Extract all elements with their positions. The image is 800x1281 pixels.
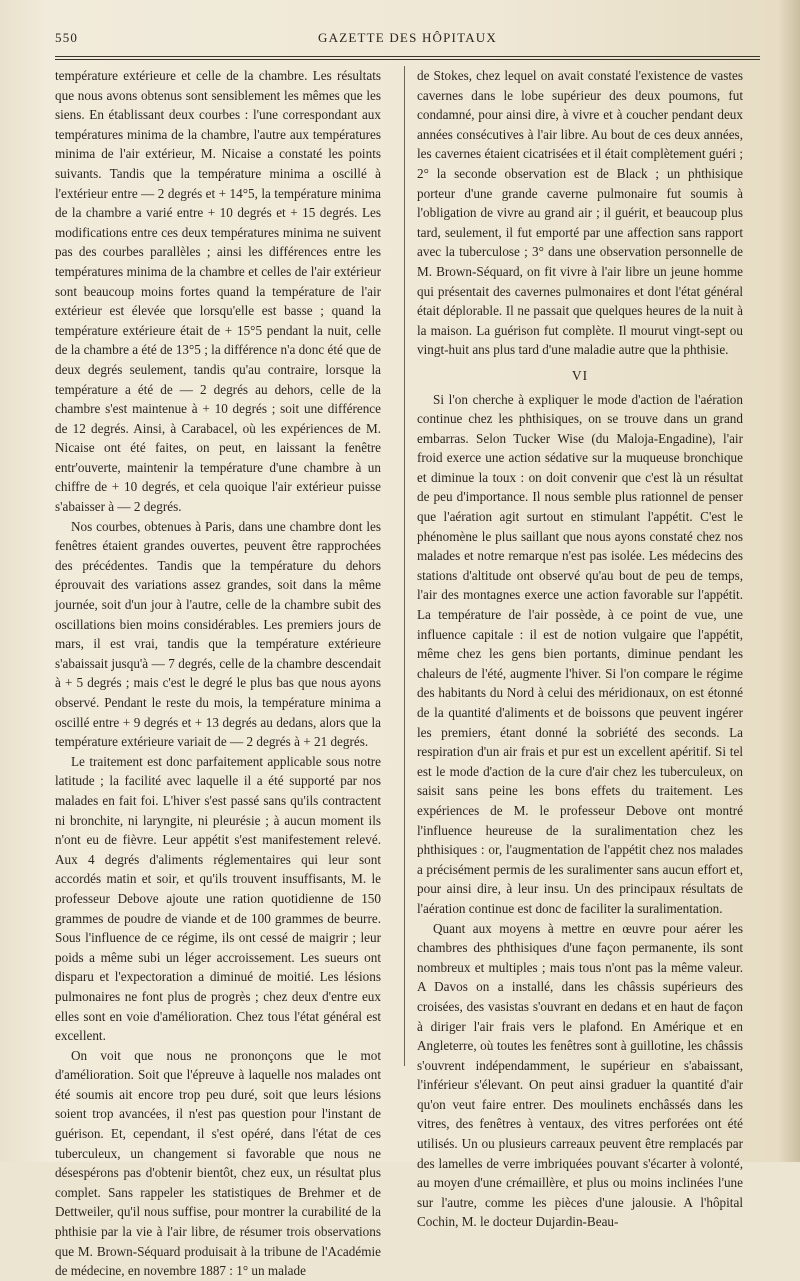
- column-divider: [404, 66, 405, 1066]
- running-title: GAZETTE DES HÔPITAUX: [318, 30, 497, 45]
- paragraph: Si l'on cherche à expliquer le mode d'action de l'aération continue chez les phthisiques, on se trouve dans un grand embarras. Selon Tucker Wise (du Maloja-Engadine), l'air froid exerce une action sédative sur la muqueuse bronchique et diminue la toux : on doit convenir que c'est là un résultat de peu d'importance. Il nous semble plus rationnel de penser que l'aération agit surtout en stimulant l'appétit. C'est le phénomène le plus saillant que nous ayons constaté chez nos malades et notre remarque n'est pas isolée. Les médecins des stations d'altitude ont observé qu'au bout de peu de temps, l'air des montagnes exerce une action favorable sur l'appétit. La température de l'air possède, à ce point de vue, une influence capitale : il est de notion vulgaire que l'appétit, même chez les gens bien portants, diminue pendant les chaleurs de l'été, augmente l'hiver. Si l'on compare le régime des habitants du Nord à celui des méridionaux, on est étonné de la quantité d'aliments et de boissons que peuvent ingérer les premiers, étant donné la sobriété des seconds. La respiration d'un air frais et pur est un excellent apéritif. Si tel est le mode d'action de la cure d'air chez les tuberculeux, on saisit sans peine les bons effets du traitement. Les expériences de M. le professeur Debove ont montré l'influence heureuse de la suralimentation chez les phthisiques : or, l'augmentation de l'appétit chez nos malades a précisément permis de les suralimenter sans aucun effort et, pour ainsi dire, à leur insu. Un des principaux résultats de l'aération continue est donc de faciliter la suralimentation.: [417, 391, 743, 916]
- paragraph: Le traitement est donc parfaitement applicable sous notre latitude ; la facilité avec laquelle il a été supporté par nos malades en fait foi. L'hiver s'est passé sans qu'ils contractent ni bronchite, ni laryngite, ni pleurésie ; à aucun moment ils n'ont eu de fièvre. Leur appétit s'est manifestement relevé. Aux 4 degrés d'aliments réglementaires qui leur sont accordés matin et soir, et qu'ils trouvent insuffisants, M. le professeur Debove ajoute une ration quotidienne de 150 grammes de poudre de viande et de 100 grammes de beurre. Sous l'influence de ce régime, ils ont cessé de maigrir ; leur poids a même subi un léger accroissement. Les sueurs ont disparu et l'expectoration a diminué de moitié. Les lésions pulmonaires ne font plus de progrès ; chez deux d'entre eux elles sont en voie d'amélioration. Chez tous l'état général est excellent.: [55, 753, 381, 1044]
- paragraph: On voit que nous ne prononçons que le mot d'amélioration. Soit que l'épreuve à laquelle nos malades ont été soumis ait encore trop peu duré, soit que leurs lésions soient trop avancées, il n'est pas question pour l'instant de guérison. Et, cependant, il s'est opéré, dans l'état de ces tuberculeux, un changement si favorable que nous ne désespérons pas d'obtenir bientôt, chez eux, un résultat plus complet. Sans rappeler les statistiques de Brehmer et de Dettweiler, qu'il nous suffise, pour montrer la curabilité de la phthisie par la vie à l'air libre, de résumer trois observations que M. Brown-Séquard produisait à la tribune de l'Académie de médecine, en novembre 1887 : 1° un malade: [55, 1047, 381, 1279]
- paragraph: Nos courbes, obtenues à Paris, dans une chambre dont les fenêtres étaient grandes ouvertes, peuvent être rapprochées des précédentes. Tandis que la température du dehors éprouvait des variations assez grandes, soit dans la même journée, soit d'un jour à l'autre, celle de la chambre subit des oscillations bien moins considérables. Les premiers jours de mars, il est vrai, tandis que la température extérieure s'abaissait jusqu'à — 7 degrés, celle de la chambre descendait à + 5 degrés ; mais c'est le degré le plus bas que nous ayons observé. Pendant le reste du mois, la température minima a oscillé entre + 9 degrés et + 13 degrés au dedans, alors que la température extérieure variait de — 2 degrés à + 21 degrés.: [55, 518, 381, 750]
- header-rule: [55, 56, 760, 57]
- header-rule-double: [55, 59, 760, 60]
- section-heading: VI: [571, 367, 589, 383]
- left-column: [55, 66, 381, 1281]
- paragraph: Quant aux moyens à mettre en œuvre pour aérer les chambres des phthisiques d'une façon permanente, ils sont nombreux et multiples ; mais tous n'ont pas la même valeur. A Davos on a installé, dans les châssis supérieurs des croisées, des vasistas s'ouvrant en dedans et en haut de façon à diriger l'air frais vers le plafond. En Amérique et en Angleterre, où toutes les fenêtres sont à guillotine, les châssis s'ouvrent indépendamment, le supérieur en s'abaissant, l'inférieur s'élevant. On peut ainsi graduer la quantité d'air qu'on veut faire entrer. Des moulinets enchâssés dans les vitres, des fenêtres à ventaux, des vitres perforées ont été utilisés. Un ou plusieurs carreaux peuvent être remplacés par des lamelles de verre imbriquées pouvant s'écarter à volonté, au moyen d'une crémaillère, et plus ou moins inclinées l'une sur l'autre, comme les pièces d'une jalousie. A l'hôpital Cochin, M. le docteur Dujardin-Beau-: [417, 920, 743, 1230]
- right-column: [417, 66, 743, 1232]
- paragraph: de Stokes, chez lequel on avait constaté l'existence de vastes cavernes dans le lobe supérieur des deux poumons, fut condamné, pour ainsi dire, à vivre et à coucher pendant deux années consécutives à l'air libre. Au bout de ces deux années, les cavernes étaient cicatrisées et il était complètement guéri ; 2° la seconde observation est de Black ; un phthisique porteur d'une grande caverne pulmonaire fut soumis à l'obligation de vivre au grand air ; il guérit, et beaucoup plus tard, seulement, il fut emporté par une affection sans rapport avec la tuberculose ; 3° dans une observation personnelle de M. Brown-Séquard, on fit vivre à l'air libre un jeune homme qui présentait des cavernes pulmonaires et dont l'état général était déplorable. Il ne passait que quelques heures de la nuit à la maison. La guérison fut complète. Il mourut vingt-sept ou vingt-huit ans plus tard d'une maladie autre que la phthisie.: [417, 68, 743, 358]
- page-number: 550: [55, 30, 79, 45]
- page-header: [55, 26, 760, 54]
- paragraph: température extérieure et celle de la chambre. Les résultats que nous avons obtenus sont sensiblement les mêmes que les siens. En établissant deux courbes : l'une correspondant aux températures minima de la chambre, l'autre aux températures minima de l'air extérieur, M. Nicaise a constaté les points suivants. Tandis que la température minima a oscillé à l'extérieur entre — 2 degrés et + 14°5, la température minima de la chambre a varié entre + 10 degrés et + 15 degrés. Les modifications entre ces deux températures minima ne suivent pas des courbes parallèles ; ainsi les différences entre les températures minima de la chambre et celles de l'air extérieur sont beaucoup moins fortes quand la température de l'air extérieur est élevée que lorsqu'elle est basse ; quand la température extérieure était de + 15°5 pendant la nuit, celle de la chambre a été de 13°5 ; la différence n'a donc été que de deux degrés seulement, tandis qu'au contraire, lorsque la température a été de — 2 degrés au dehors, celle de la chambre s'est maintenue à + 10 degrés ; soit une différence de 12 degrés. Ainsi, à Carabacel, où les expériences de M. Nicaise ont été faites, on peut, en laissant la fenêtre entr'ouverte, maintenir la température d'une chambre à un chiffre de + 10 degrés, et cela quoique l'air extérieur puisse s'abaisser à — 2 degrés.: [55, 68, 381, 515]
